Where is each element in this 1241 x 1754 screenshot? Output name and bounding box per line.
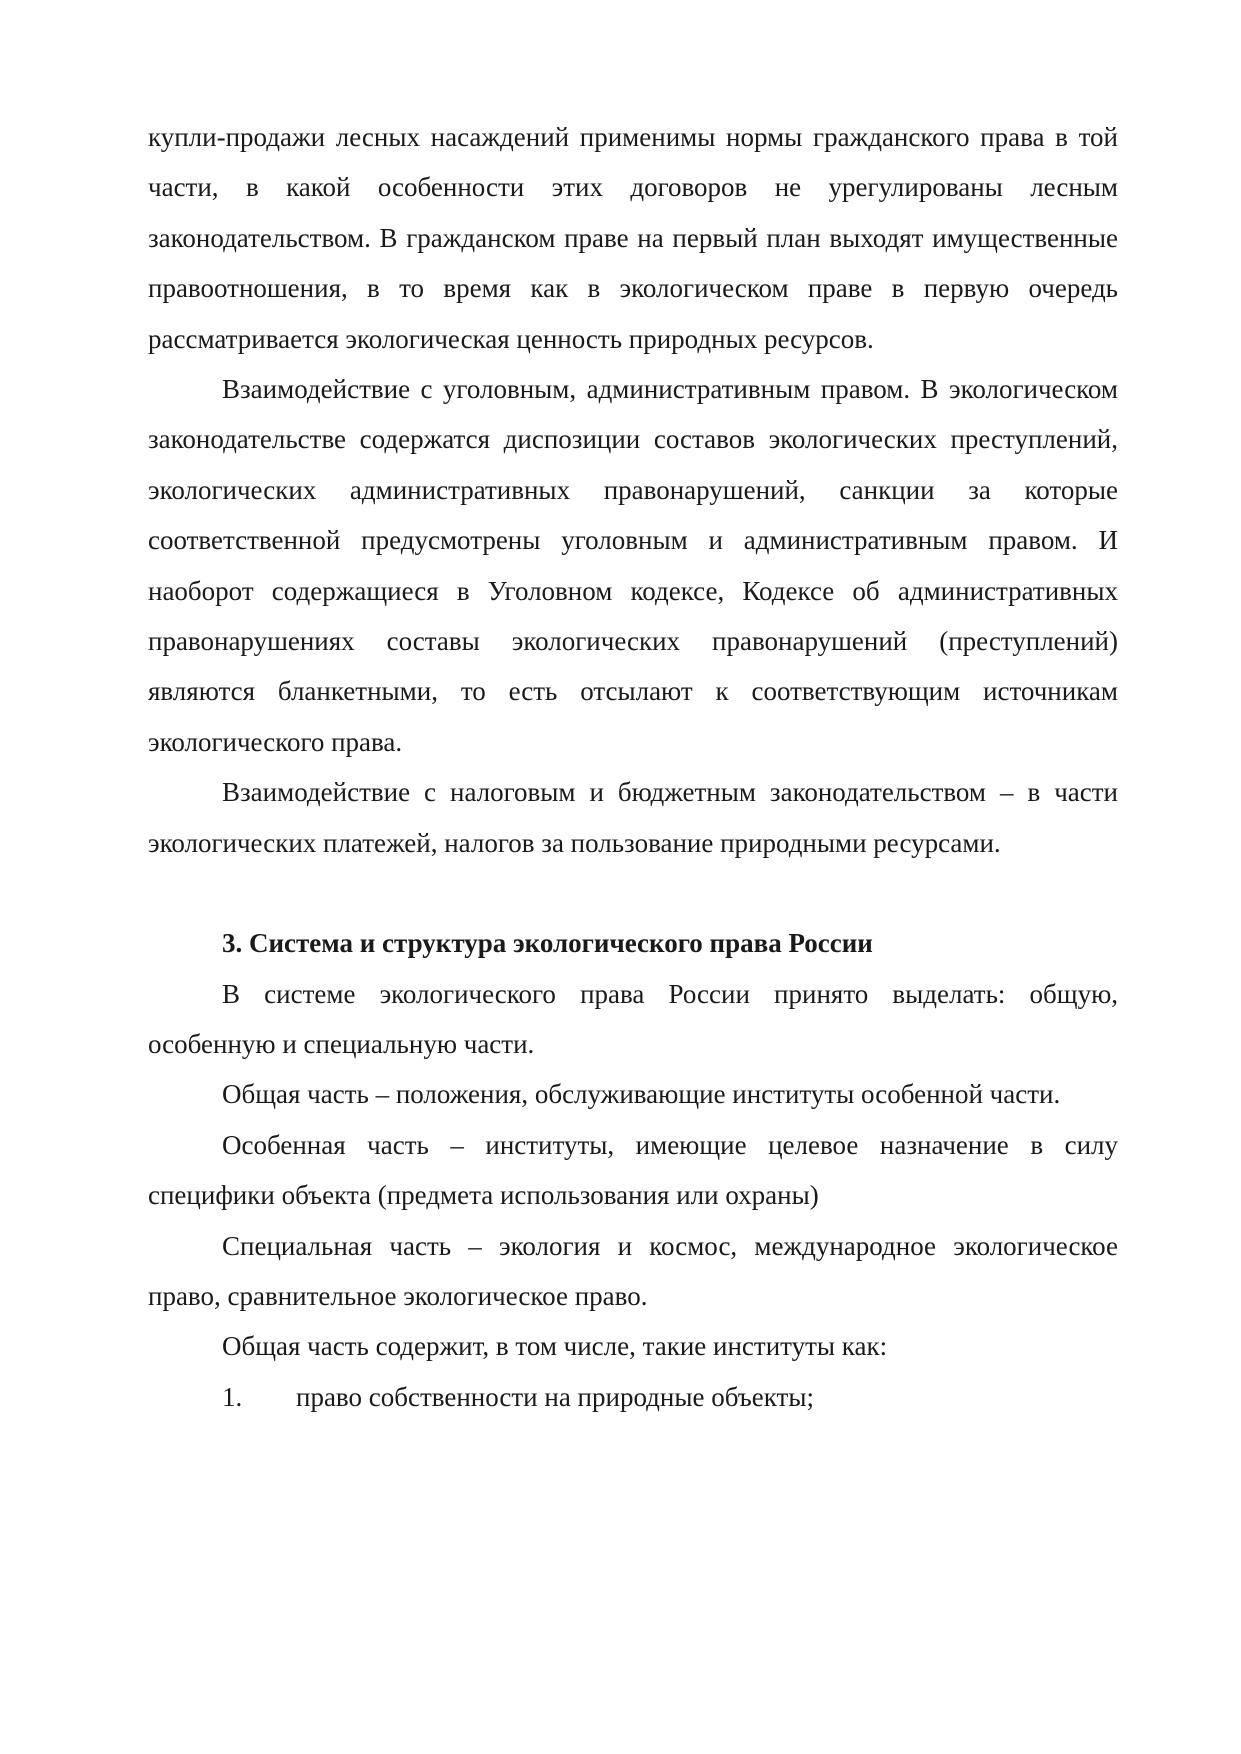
paragraph-system-parts: В системе экологического права России принято выделать: общую, особенную и специальную части. <box>148 978 1118 1059</box>
document-page <box>148 112 1118 1422</box>
paragraph-special-part: Особенная часть – институты, имеющие целевое назначение в силу специфики объекта (предмета использования или охраны) <box>148 1129 1118 1211</box>
paragraph-general-part: Общая часть – положения, обслуживающие институты особенной части. <box>222 1079 1061 1110</box>
list-item <box>148 1372 1118 1422</box>
paragraph-general-institutes: Общая часть содержит, в том числе, такие институты как: <box>222 1331 888 1362</box>
paragraph-specialized-part: Специальная часть – экология и космос, международное экологическое право, сравнительное экологическое право. <box>148 1230 1118 1311</box>
list-item-number: 1. <box>222 1381 243 1412</box>
paragraph-civil-law: купли-продажи лесных насаждений применимы нормы гражданского права в той части, в какой особенности этих договоров не урегулированы лесным законодательством. В гражданском праве на первый план выходят имущественные правоотношения, в то время как в экологическом праве в первую очередь рассматривается экологическая ценность природных ресурсов. <box>148 122 1118 354</box>
list-item-text: право собственности на природные объекты; <box>296 1381 814 1412</box>
section-heading: 3. Система и структура экологического права России <box>222 928 873 959</box>
paragraph-criminal-administrative-law: Взаимодействие с уголовным, административным правом. В экологическом законодательстве содержатся диспозиции составов экологических преступлений, экологических административных правонарушений, санкции за которые соответственной предусмотрены уголовным и административным правом. И наоборот содержащиеся в Уголовном кодексе, Кодексе об административных правонарушениях составы экологических правонарушений (преступлений) являются бланкетными, то есть отсылают к соответствующим источникам экологического права. <box>148 374 1118 757</box>
paragraph-tax-budget-law: Взаимодействие с налоговым и бюджетным законодательством – в части экологических платежей, налогов за пользование природными ресурсами. <box>148 777 1118 858</box>
